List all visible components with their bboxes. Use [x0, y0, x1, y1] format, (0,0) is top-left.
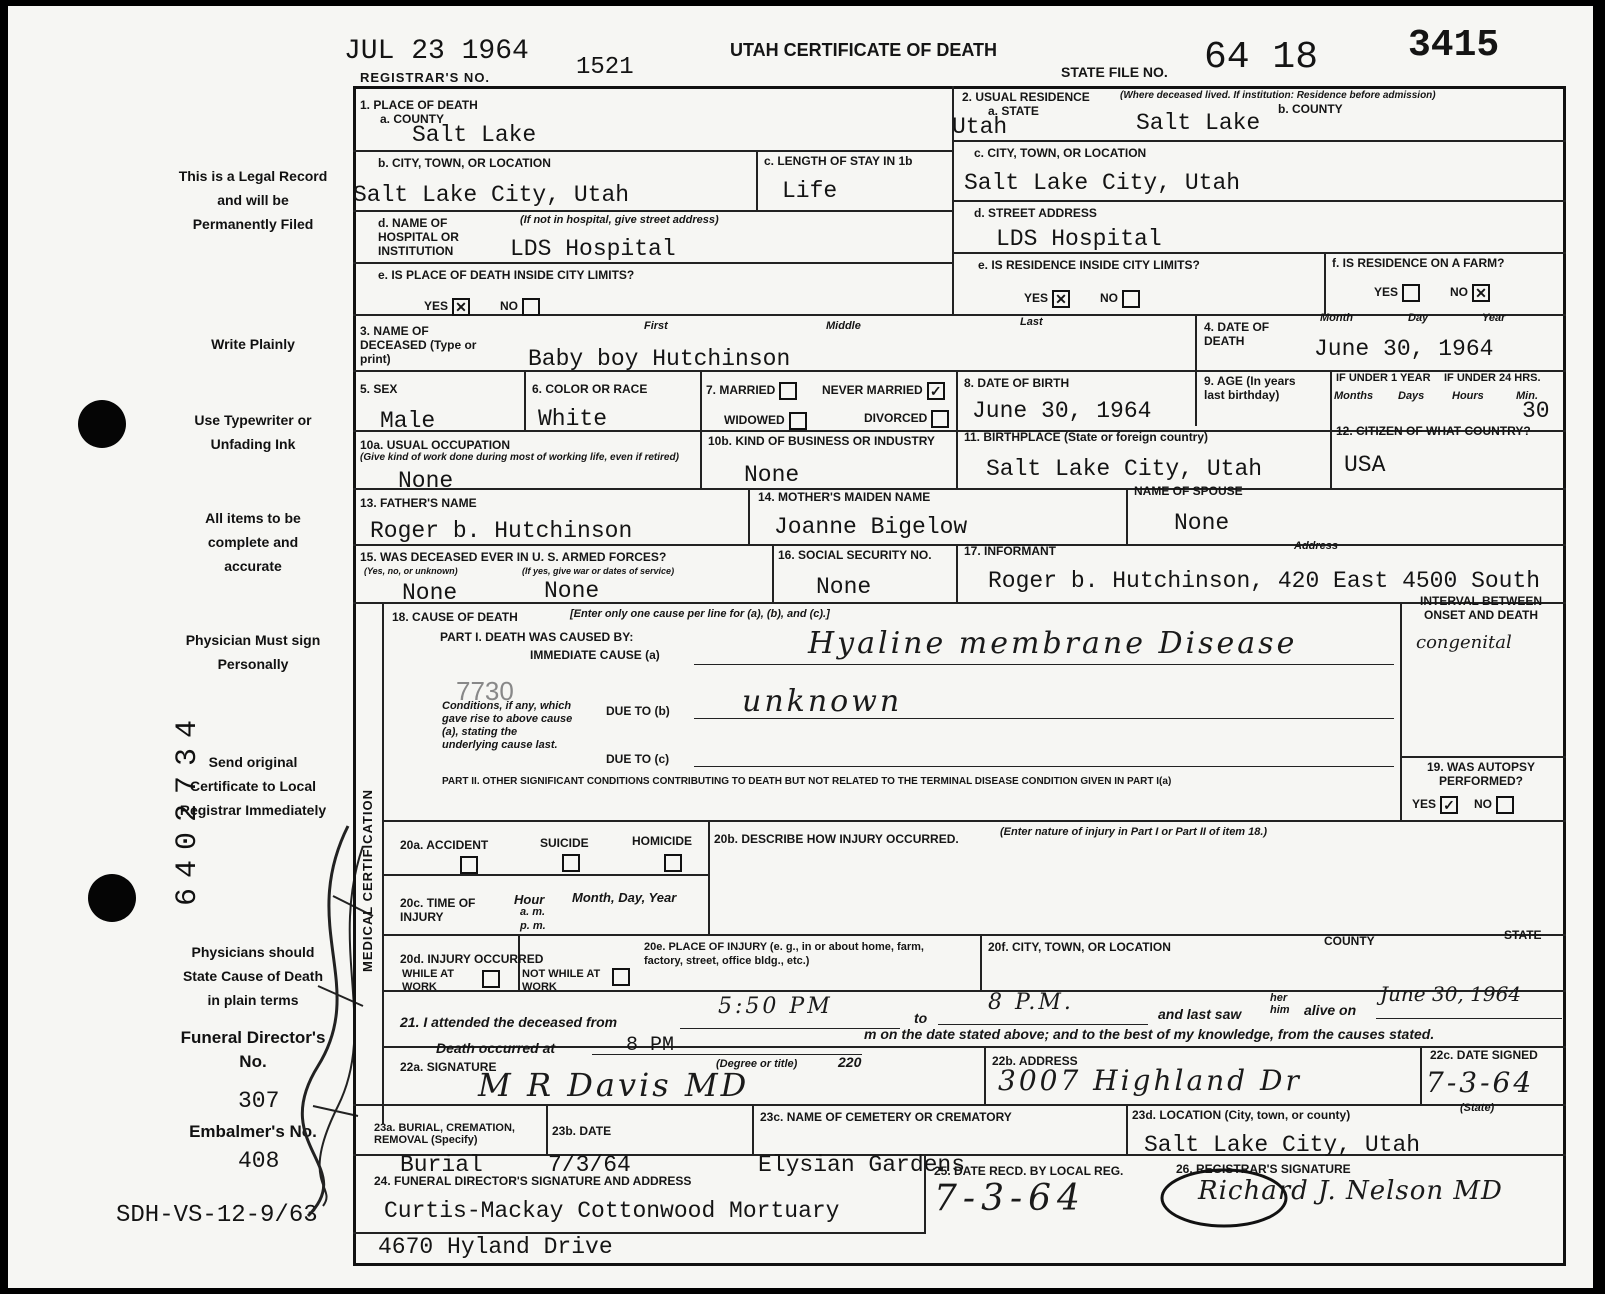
death-date: June 30, 1964	[1314, 336, 1494, 362]
cause-note: [Enter only one cause per line for (a), (b), and (c).]	[570, 608, 830, 620]
residence-county-label: b. COUNTY	[1278, 102, 1343, 116]
injury-county-label: COUNTY	[1324, 934, 1375, 948]
farm-yes: YES	[1374, 284, 1420, 302]
burial-method: Burial	[400, 1152, 483, 1178]
birthplace: Salt Lake City, Utah	[986, 456, 1263, 482]
place-of-injury-label: 20e. PLACE OF INJURY (e. g., in or about home, farm, factory, street, office bldg., etc.)	[644, 941, 924, 967]
physician-signature: M R Davis MD	[478, 1066, 750, 1104]
residence-limits-label: e. IS RESIDENCE INSIDE CITY LIMITS?	[978, 258, 1200, 272]
registrar-signature: Richard J. Nelson MD	[1198, 1176, 1503, 1206]
spouse: None	[1174, 510, 1230, 536]
married-option: 7. MARRIED	[706, 382, 797, 400]
birth-date-label: 8. DATE OF BIRTH	[964, 376, 1070, 390]
while-at-work-checkbox	[482, 970, 500, 988]
write-plainly-note: Write Plainly	[211, 336, 295, 352]
date-received-label: 25. DATE RECD. BY LOCAL REG.	[934, 1164, 1124, 1178]
under-1-year-label: IF UNDER 1 YEAR	[1336, 372, 1431, 384]
first-name-label: First	[644, 320, 668, 332]
accident-label: 20a. ACCIDENT	[400, 838, 489, 852]
never-married-option: NEVER MARRIED ✓	[822, 382, 945, 400]
divorced-option: DIVORCED	[864, 410, 949, 428]
interval-label: INTERVAL BETWEEN ONSET AND DEATH	[1419, 594, 1542, 622]
age-minutes: 30	[1522, 398, 1550, 424]
date-signed: 7-3-64	[1426, 1066, 1535, 1099]
funeral-director: Curtis-Mackay Cottonwood Mortuary	[384, 1198, 840, 1224]
cemetery-state-label: (State)	[1460, 1102, 1495, 1114]
month-day-year-label: Month, Day, Year	[572, 890, 677, 905]
farm-no: NO ✕	[1450, 284, 1490, 302]
occupation-note: (Give kind of work done during most of working life, even if retired)	[360, 452, 679, 463]
embalmer-label: Embalmer's No.	[189, 1122, 317, 1141]
citizen: USA	[1344, 452, 1386, 478]
time-of-injury-label: 20c. TIME OF INJURY	[400, 896, 476, 924]
complete-note: All items to be complete and accurate	[205, 510, 301, 574]
registrar-signature-label: 26. REGISTRAR'S SIGNATURE	[1176, 1162, 1351, 1176]
last-name-label: Last	[1020, 316, 1043, 328]
funeral-director-address: 4670 Hyland Drive	[378, 1234, 613, 1260]
degree-code: 220	[838, 1054, 862, 1070]
day-label: Day	[1408, 312, 1429, 324]
residence-limits-yes: YES ✕	[1024, 290, 1070, 308]
certificate-number: 3415	[1408, 24, 1500, 67]
father-label: 13. FATHER'S NAME	[360, 496, 477, 510]
address-label: Address	[1294, 540, 1339, 552]
date-signed-label: 22c. DATE SIGNED	[1430, 1048, 1538, 1062]
part2-label: PART II. OTHER SIGNIFICANT CONDITIONS CONTRIBUTING TO DEATH BUT NOT RELATED TO THE TERMINAL DISEASE CONDITION GIVEN IN PART I(a)	[442, 776, 1172, 787]
her-him-label: her him	[1270, 992, 1290, 1016]
punch-hole	[78, 400, 126, 448]
injury-state-label: STATE	[1504, 928, 1542, 942]
am-label: a. m.	[520, 906, 546, 918]
not-while-at-work-label: NOT WHILE AT WORK	[522, 968, 601, 993]
attended-from: 5:50 PM	[718, 994, 833, 1019]
birthplace-label: 11. BIRTHPLACE (State or foreign country)	[964, 430, 1209, 444]
degree-label: (Degree or title)	[716, 1058, 798, 1070]
last-saw-label: and last saw	[1158, 1006, 1242, 1022]
immediate-cause-label: IMMEDIATE CAUSE (a)	[530, 648, 660, 662]
hour-label: Hour	[514, 892, 545, 907]
funeral-director-signature-label: 24. FUNERAL DIRECTOR'S SIGNATURE AND ADDRESS	[374, 1174, 692, 1188]
physician-address-label: 22b. ADDRESS	[992, 1054, 1078, 1068]
middle-name-label: Middle	[826, 320, 861, 332]
place-city: Salt Lake City, Utah	[353, 182, 630, 208]
occupation: None	[398, 468, 454, 494]
funeral-director-label: Funeral Director's No.	[180, 1028, 326, 1071]
attended-label: 21. I attended the deceased from	[400, 1014, 618, 1030]
stay-label: c. LENGTH OF STAY IN 1b	[764, 154, 913, 168]
serial-number: 6402734	[171, 709, 205, 906]
injury-city-label: 20f. CITY, TOWN, OR LOCATION	[988, 940, 1171, 954]
informant: Roger b. Hutchinson, 420 East 4500 South	[988, 568, 1541, 594]
burial-date: 7/3/64	[548, 1152, 631, 1178]
cemetery-name: Elysian Gardens	[758, 1152, 966, 1178]
ssn: None	[816, 574, 872, 600]
hospital-note: (If not in hospital, give street address)	[520, 214, 719, 226]
sex: Male	[380, 408, 436, 434]
interval: congenital	[1416, 632, 1512, 653]
armed-note-2: (If yes, give war or dates of service)	[522, 566, 675, 576]
legal-record-note: This is a Legal Record and will be Permanently Filed	[178, 168, 328, 232]
residence-street: LDS Hospital	[996, 226, 1162, 252]
autopsy-yes: YES ✓	[1412, 796, 1458, 814]
cemetery-location-label: 23d. LOCATION (City, town, or county)	[1132, 1108, 1351, 1122]
deceased-name: Baby boy Hutchinson	[528, 346, 791, 372]
business: None	[744, 462, 800, 488]
min-label: Min.	[1516, 390, 1538, 402]
due-to-b-label: DUE TO (b)	[606, 704, 670, 718]
residence-limits-no: NO	[1100, 290, 1140, 308]
month-label: Month	[1320, 312, 1353, 324]
embalmer-no: 408	[238, 1148, 280, 1174]
occupation-label: 10a. USUAL OCCUPATION	[360, 438, 511, 452]
birth-date: June 30, 1964	[972, 398, 1152, 424]
send-note: Send original Certificate to Local Registrar Immediately	[179, 754, 327, 818]
place-limits-yes: YES ✕	[424, 298, 470, 316]
knowledge-statement: m on the date stated above; and to the best of my knowledge, from the causes stated.	[864, 1026, 1435, 1042]
cause-code: 7730	[456, 676, 514, 706]
year-label: Year	[1482, 312, 1506, 324]
homicide-checkbox	[664, 854, 682, 872]
death-date-label: 4. DATE OF DEATH	[1204, 320, 1270, 348]
due-to-b: unknown	[742, 684, 903, 719]
immediate-cause: Hyaline membrane Disease	[808, 626, 1298, 661]
certificate-sheet	[8, 6, 1593, 1288]
homicide-label: HOMICIDE	[632, 834, 692, 848]
armed-service: None	[544, 578, 600, 604]
medical-certification-label: MEDICAL CERTIFICATION	[360, 788, 375, 972]
suicide-checkbox	[562, 854, 580, 872]
ssn-label: 16. SOCIAL SECURITY NO.	[778, 548, 932, 562]
registrars-no-label: REGISTRAR'S NO.	[360, 70, 491, 85]
cemetery-label: 23c. NAME OF CEMETERY OR CREMATORY	[760, 1110, 1012, 1124]
describe-injury-note: (Enter nature of injury in Part I or Part II of item 18.)	[1000, 826, 1268, 838]
spouse-label: NAME OF SPOUSE	[1134, 484, 1243, 498]
under-24-hrs-label: IF UNDER 24 HRS.	[1444, 372, 1541, 384]
to-label: to	[914, 1010, 928, 1026]
pm-label: p. m.	[520, 920, 546, 932]
typewriter-note: Use Typewriter or Unfading Ink	[194, 412, 312, 452]
street-label: d. STREET ADDRESS	[974, 206, 1097, 220]
father-name: Roger b. Hutchinson	[370, 518, 633, 544]
residence-note: (Where deceased lived. If institution: Residence before admission)	[1120, 90, 1436, 101]
while-at-work-label: WHILE AT WORK	[402, 968, 454, 993]
race-label: 6. COLOR OR RACE	[532, 382, 648, 396]
registrar-stamp-oval	[1154, 1164, 1524, 1234]
armed-forces: None	[402, 580, 458, 606]
accident-checkbox	[460, 856, 478, 874]
widowed-option: WIDOWED	[724, 412, 807, 430]
place-limits-label: e. IS PLACE OF DEATH INSIDE CITY LIMITS?	[378, 268, 635, 282]
residence-state-label: a. STATE	[988, 104, 1039, 118]
state-file-no-label: STATE FILE NO.	[1061, 64, 1168, 80]
form-number: SDH-VS-12-9/63	[116, 1202, 318, 1229]
date-received: 7-3-64	[934, 1178, 1086, 1219]
city-label: b. CITY, TOWN, OR LOCATION	[378, 156, 551, 170]
due-to-c-label: DUE TO (c)	[606, 752, 670, 766]
cemetery-location: Salt Lake City, Utah	[1144, 1132, 1421, 1158]
place-county: Salt Lake	[412, 122, 537, 148]
mother-label: 14. MOTHER'S MAIDEN NAME	[758, 490, 931, 504]
part1-label: PART I. DEATH WAS CAUSED BY:	[440, 630, 634, 644]
physician-note: Physician Must sign Personally	[185, 632, 321, 672]
burial-label: 23a. BURIAL, CREMATION, REMOVAL (Specify)	[374, 1122, 515, 1146]
injury-occurred-label: 20d. INJURY OCCURRED	[400, 952, 544, 966]
alive-on-label: alive on	[1304, 1002, 1357, 1018]
place-limits-no: NO	[500, 298, 540, 316]
cause-note: Physicians should State Cause of Death in plain terms	[182, 944, 324, 1008]
registrars-no: 1521	[576, 54, 634, 81]
suicide-label: SUICIDE	[540, 836, 589, 850]
hours-label: Hours	[1452, 390, 1484, 402]
hospital-name: LDS Hospital	[510, 236, 676, 262]
cause-label: 18. CAUSE OF DEATH	[392, 610, 518, 624]
autopsy-no: NO	[1474, 796, 1514, 814]
place-of-death-label: 1. PLACE OF DEATH	[360, 98, 478, 112]
punch-hole	[88, 874, 136, 922]
business-label: 10b. KIND OF BUSINESS OR INDUSTRY	[708, 434, 935, 448]
months-label: Months	[1334, 390, 1374, 402]
alive-on-date: June 30, 1964	[1380, 982, 1522, 1006]
funeral-director-no: 307	[238, 1088, 280, 1114]
autopsy-label: 19. WAS AUTOPSY PERFORMED?	[1426, 760, 1536, 788]
conditions-note: Conditions, if any, which gave rise to above cause (a), stating the underlying cause last.	[442, 700, 573, 751]
citizen-label: 12. CITIZEN OF WHAT COUNTRY?	[1336, 424, 1531, 438]
days-label: Days	[1398, 390, 1425, 402]
length-of-stay: Life	[782, 178, 838, 204]
form-title: UTAH CERTIFICATE OF DEATH	[730, 40, 997, 60]
race: White	[538, 406, 608, 432]
armed-note-1: (Yes, no, or unknown)	[364, 566, 458, 576]
residence-city: Salt Lake City, Utah	[964, 170, 1241, 196]
date-stamp: JUL 23 1964	[344, 36, 529, 67]
farm-label: f. IS RESIDENCE ON A FARM?	[1332, 256, 1505, 270]
sex-label: 5. SEX	[360, 382, 398, 396]
not-while-at-work-checkbox	[612, 968, 630, 986]
physician-address: 3007 Highland Dr	[998, 1064, 1302, 1097]
describe-injury-label: 20b. DESCRIBE HOW INJURY OCCURRED.	[714, 832, 959, 846]
death-time: 8 PM	[626, 1034, 675, 1057]
residence-label: 2. USUAL RESIDENCE	[962, 90, 1090, 104]
residence-state: Utah	[952, 114, 1008, 140]
residence-city-label: c. CITY, TOWN, OR LOCATION	[974, 146, 1147, 160]
mother-name: Joanne Bigelow	[774, 514, 968, 540]
signature-label: 22a. SIGNATURE	[400, 1060, 497, 1074]
age-label: 9. AGE (In years last birthday)	[1204, 374, 1296, 402]
state-file-no: 64 18	[1204, 36, 1319, 79]
hospital-label: d. NAME OF HOSPITAL OR INSTITUTION	[378, 216, 459, 258]
attended-to: 8 P.M.	[988, 990, 1074, 1015]
burial-date-label: 23b. DATE	[552, 1124, 612, 1138]
death-occurred-label: Death occurred at	[436, 1040, 556, 1056]
informant-label: 17. INFORMANT	[964, 544, 1057, 558]
armed-forces-label: 15. WAS DECEASED EVER IN U. S. ARMED FORCES?	[360, 550, 667, 564]
deceased-name-label: 3. NAME OF DECEASED (Type or print)	[360, 324, 477, 366]
residence-county: Salt Lake	[1136, 110, 1261, 136]
county-label: a. COUNTY	[380, 112, 445, 126]
